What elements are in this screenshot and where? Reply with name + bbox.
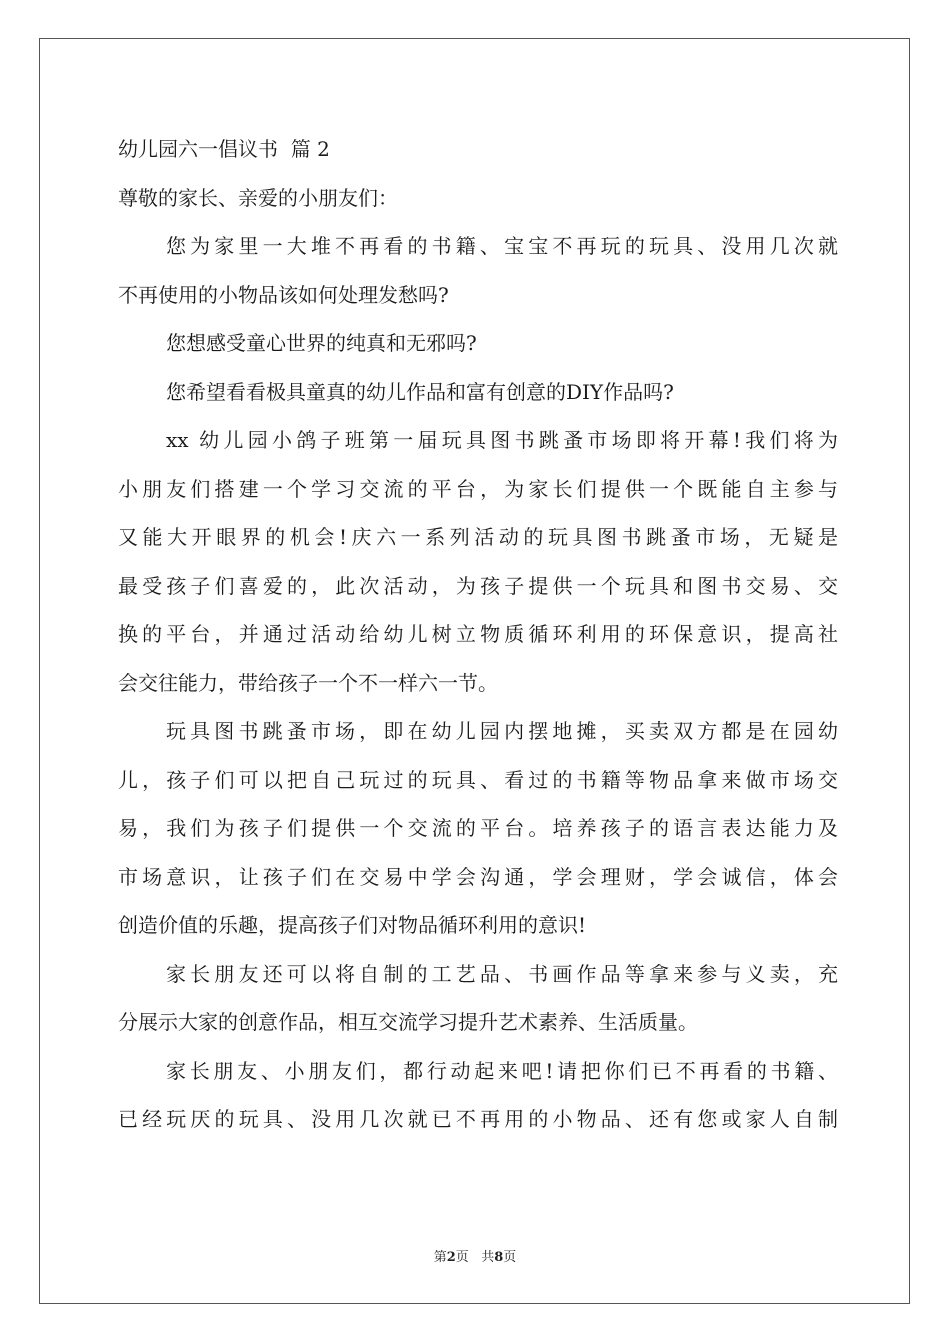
paragraph-line: 不再使用的小物品该如何处理发愁吗? [118, 282, 449, 307]
paragraph-line: 最受孩子们喜爱的，此次活动，为孩子提供一个玩具和图书交易、交 [118, 573, 838, 598]
footer-page-number: 2 [446, 1250, 456, 1265]
paragraph-line: 已经玩厌的玩具、没用几次就已不再用的小物品、还有您或家人自制 [118, 1107, 838, 1131]
document-body [118, 125, 838, 1144]
footer-page-mid: 页 共 [455, 1250, 495, 1265]
paragraph-line: 您希望看看极具童真的幼儿作品和富有创意的DIY作品吗? [166, 379, 674, 404]
paragraph-line: 分展示大家的创意作品，相互交流学习提升艺术素养、生活质量。 [118, 1010, 698, 1034]
paragraph-line: xx 幼儿园小鸽子班第一届玩具图书跳蚤市场即将开幕!我们将为 [166, 428, 838, 452]
paragraph-line: 易，我们为孩子们提供一个交流的平台。培养孩子的语言表达能力及 [118, 816, 838, 840]
paragraph-line: 又能大开眼界的机会!庆六一系列活动的玩具图书跳蚤市场，无疑是 [118, 525, 838, 549]
paragraph-line: 玩具图书跳蚤市场，即在幼儿园内摆地摊，买卖双方都是在园幼 [166, 719, 838, 743]
paragraph-line: 市场意识，让孩子们在交易中学会沟通，学会理财，学会诚信，体会 [118, 864, 838, 889]
footer-total-pages: 8 [494, 1250, 504, 1265]
footer-page-prefix: 第 [433, 1250, 447, 1265]
salutation: 尊敬的家长、亲爱的小朋友们： [118, 185, 398, 210]
paragraph-line: 家长朋友、小朋友们，都行动起来吧!请把你们已不再看的书籍、 [166, 1058, 838, 1083]
paragraph-line: 换的平台，并通过活动给幼儿树立物质循环利用的环保意识，提高社 [118, 622, 838, 646]
document-title: 幼儿园六一倡议书 篇 2 [118, 137, 330, 161]
footer-page-suffix: 页 [503, 1250, 517, 1265]
paragraph-line: 小朋友们搭建一个学习交流的平台，为家长们提供一个既能自主参与 [118, 476, 838, 501]
paragraph-line: 您为家里一大堆不再看的书籍、宝宝不再玩的玩具、没用几次就 [166, 234, 838, 258]
paragraph-line: 您想感受童心世界的纯真和无邪吗? [166, 331, 477, 355]
paragraph-line: 家长朋友还可以将自制的工艺品、书画作品等拿来参与义卖，充 [166, 961, 838, 986]
paragraph-line: 儿，孩子们可以把自己玩过的玩具、看过的书籍等物品拿来做市场交 [118, 767, 838, 792]
paragraph-line: 会交往能力，带给孩子一个不一样六一节。 [118, 670, 498, 695]
page-footer [0, 1246, 950, 1265]
paragraph-line: 创造价值的乐趣，提高孩子们对物品循环利用的意识! [118, 913, 587, 937]
